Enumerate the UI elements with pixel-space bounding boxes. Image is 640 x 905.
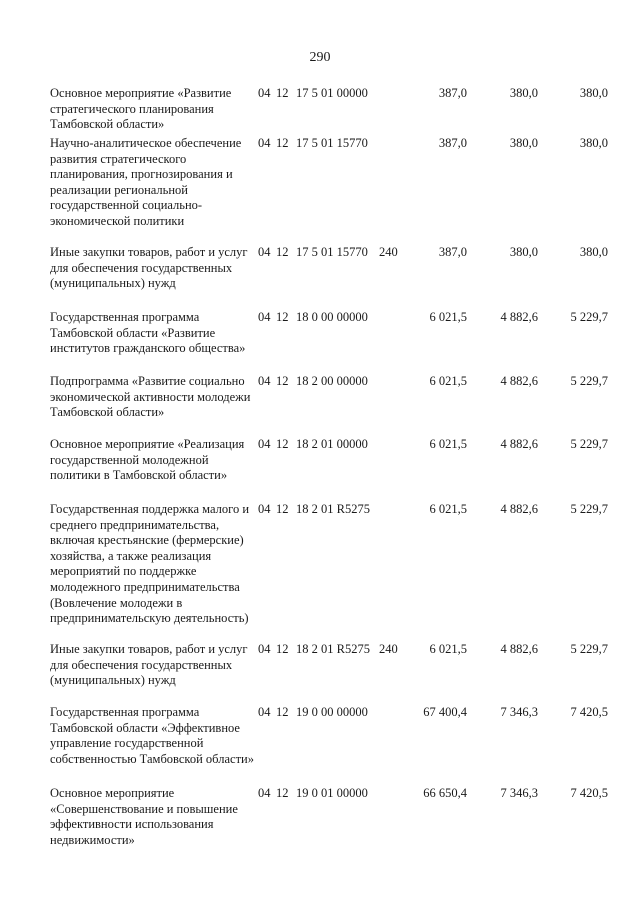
row-name: Основное мероприятие «Реализация государственной молодежной политики в Тамбовской области» [50, 437, 245, 483]
row-value-2: 4 882,6 [500, 502, 538, 516]
row-value-1: 6 021,5 [429, 502, 467, 516]
row-name: Основное мероприятие «Совершенствование и повышение эффективности использования недвижимости» [50, 786, 238, 847]
row-csr: 18 0 00 00000 [296, 310, 368, 324]
row-pr: 12 [276, 705, 289, 719]
row-rz: 04 [258, 136, 271, 150]
row-pr: 12 [276, 786, 289, 800]
row-rz: 04 [258, 705, 271, 719]
row-csr: 18 2 01 00000 [296, 437, 368, 451]
row-rz: 04 [258, 374, 271, 388]
row-csr: 18 2 01 R5275 [296, 642, 370, 656]
row-value-3: 5 229,7 [570, 310, 608, 324]
row-value-3: 7 420,5 [570, 786, 608, 800]
row-value-2: 380,0 [509, 86, 538, 100]
row-pr: 12 [276, 310, 289, 324]
row-name: Иные закупки товаров, работ и услуг для обеспечения государственных (муниципальных) нужд [50, 642, 248, 688]
row-value-3: 5 229,7 [570, 374, 608, 388]
row-value-3: 7 420,5 [570, 705, 608, 719]
row-rz: 04 [258, 310, 271, 324]
row-pr: 12 [276, 437, 289, 451]
row-value-1: 6 021,5 [429, 642, 467, 656]
row-rz: 04 [258, 786, 271, 800]
row-value-1: 387,0 [438, 136, 467, 150]
row-value-3: 380,0 [579, 245, 608, 259]
row-rz: 04 [258, 437, 271, 451]
row-value-2: 7 346,3 [500, 786, 538, 800]
row-value-3: 380,0 [579, 86, 608, 100]
row-value-1: 66 650,4 [423, 786, 467, 800]
row-value-2: 380,0 [509, 245, 538, 259]
row-value-3: 5 229,7 [570, 642, 608, 656]
row-value-2: 4 882,6 [500, 310, 538, 324]
row-value-2: 4 882,6 [500, 642, 538, 656]
row-value-1: 6 021,5 [429, 310, 467, 324]
row-rz: 04 [258, 86, 271, 100]
row-name: Государственная поддержка малого и среднего предпринимательства, включая крестьянские (фермерские) хозяйства, а также реализация мероприятий по поддержке молодежного предпринимательства (Вовлечение молодежи в предпринимательскую деятельность) [50, 502, 250, 626]
row-name: Научно-аналитическое обеспечение развития стратегического планирования, прогнозирования и реализации региональной государственной социально-экономической политики [50, 136, 242, 228]
row-name: Основное мероприятие «Развитие стратегического планирования Тамбовской области» [50, 86, 232, 132]
row-csr: 18 2 01 R5275 [296, 502, 370, 516]
row-pr: 12 [276, 245, 289, 259]
row-pr: 12 [276, 374, 289, 388]
row-value-3: 380,0 [579, 136, 608, 150]
row-value-2: 7 346,3 [500, 705, 538, 719]
row-csr: 19 0 01 00000 [296, 786, 368, 800]
row-csr: 17 5 01 15770 [296, 136, 368, 150]
row-value-1: 6 021,5 [429, 374, 467, 388]
row-value-1: 6 021,5 [429, 437, 467, 451]
page-number: 290 [309, 50, 331, 65]
row-name: Подпрограмма «Развитие социально экономической активности молодежи Тамбовской области» [50, 374, 251, 420]
row-name: Государственная программа Тамбовской области «Эффективное управление государственной собственностью Тамбовской области» [50, 705, 254, 766]
row-csr: 18 2 00 00000 [296, 374, 368, 388]
row-name: Иные закупки товаров, работ и услуг для обеспечения государственных (муниципальных) нужд [50, 245, 248, 291]
row-rz: 04 [258, 502, 271, 516]
row-csr: 17 5 01 15770 [296, 245, 368, 259]
row-pr: 12 [276, 642, 289, 656]
row-pr: 12 [276, 502, 289, 516]
row-rz: 04 [258, 245, 271, 259]
row-csr: 17 5 01 00000 [296, 86, 368, 100]
row-value-3: 5 229,7 [570, 502, 608, 516]
row-value-1: 387,0 [438, 86, 467, 100]
row-value-1: 67 400,4 [423, 705, 467, 719]
row-value-2: 4 882,6 [500, 374, 538, 388]
row-rz: 04 [258, 642, 271, 656]
row-value-2: 380,0 [509, 136, 538, 150]
row-vr: 240 [379, 245, 398, 259]
row-pr: 12 [276, 136, 289, 150]
row-value-1: 387,0 [438, 245, 467, 259]
row-name: Государственная программа Тамбовской области «Развитие институтов гражданского общества» [50, 310, 246, 356]
row-value-2: 4 882,6 [500, 437, 538, 451]
row-vr: 240 [379, 642, 398, 656]
row-pr: 12 [276, 86, 289, 100]
row-value-3: 5 229,7 [570, 437, 608, 451]
row-csr: 19 0 00 00000 [296, 705, 368, 719]
